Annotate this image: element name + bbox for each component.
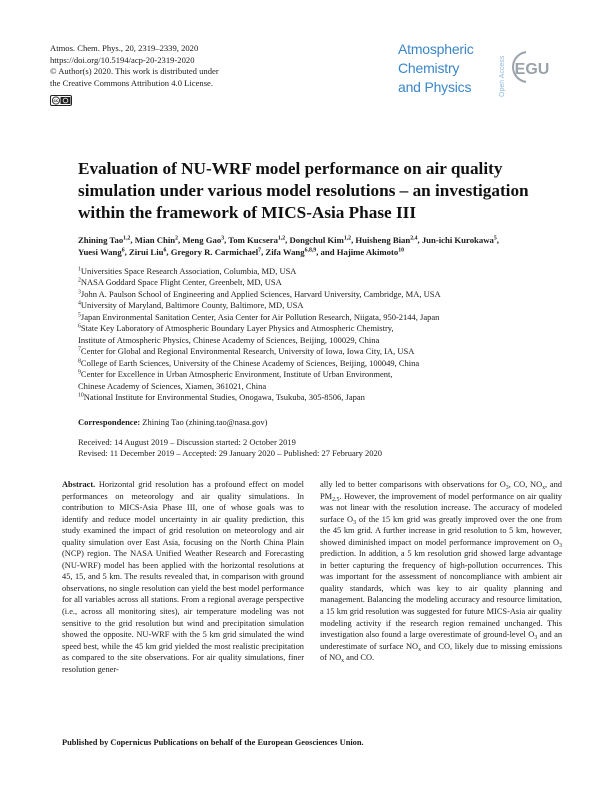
abstract-column-1 bbox=[62, 479, 304, 675]
correspondence bbox=[78, 417, 267, 428]
affiliation: Chinese Academy of Sciences, Xiamen, 361021, China bbox=[78, 380, 267, 391]
author-name[interactable]: Mian Chin$^2$ bbox=[134, 235, 178, 245]
creative-commons-icon[interactable] bbox=[50, 95, 72, 106]
egu-logo-text: EGU bbox=[514, 61, 550, 78]
affiliation: $^8$College of Earth Sciences, University of the Chinese Academy of Sciences, Beijing, 100049, China bbox=[78, 357, 420, 368]
affiliation: $^1$Universities Space Research Association, Columbia, MD, USA bbox=[78, 266, 297, 276]
affiliation: $^9$Center for Excellence in Urban Atmospheric Environment, Institute of Urban Environment, bbox=[78, 369, 393, 380]
affiliation: $^7$Center for Global and Regional Environmental Research, University of Iowa, Iowa City, IA, USA bbox=[78, 346, 415, 357]
author-name[interactable]: Jun-ichi Kurokawa$^5$ bbox=[421, 235, 497, 245]
author-name[interactable]: Huisheng Bian$^{2,4}$ bbox=[355, 235, 418, 245]
article-metadata bbox=[50, 43, 219, 89]
correspondence-label: Correspondence: bbox=[78, 417, 141, 427]
license-line: the Creative Commons Attribution 4.0 License. bbox=[50, 77, 214, 88]
affiliation: $^5$Japan Environmental Sanitation Center, Asia Center for Air Pollution Research, Niigata, 950-2144, Japan bbox=[78, 311, 440, 322]
published-date: Revised: 11 December 2019 – Accepted: 29 January 2020 – Published: 27 February 2020 bbox=[78, 448, 382, 459]
affiliation: $^2$NASA Goddard Space Flight Center, Greenbelt, MD, USA bbox=[78, 277, 282, 288]
article-title: Evaluation of NU-WRF model performance on air quality simulation under various model resolutions – an investigation within the framework of MICS-Asia Phase III bbox=[78, 159, 529, 222]
journal-brand bbox=[398, 40, 558, 98]
journal-reference: Atmos. Chem. Phys., 20, 2319–2339, 2020 bbox=[50, 43, 199, 53]
publisher-footer: Published by Copernicus Publications on behalf of the European Geosciences Union. bbox=[62, 738, 364, 747]
copyright-line: © Author(s) 2020. This work is distributed under bbox=[50, 66, 219, 77]
affiliation: $^6$State Key Laboratory of Atmospheric Boundary Layer Physics and Atmospheric Chemistry, bbox=[78, 323, 394, 334]
author-list: Zhining Tao$^{1,2}$, Mian Chin$^2$, Meng Gao$^3$, Tom Kucsera$^{1,2}$, Dongchul Kim$^{1,2}$, Huisheng Bian$^{2,4}$, Jun-ichi Kurokawa$^5$, Yuesi Wang$^6$, Zirui Liu$^6$, Gregory R. Carmichael$^7$, Zifa Wang$^{6,8,9}$, and Hajime Akimoto$^{10}$ bbox=[78, 235, 499, 257]
author-name[interactable]: Gregory R. Carmichael$^7$ bbox=[170, 247, 262, 257]
affiliation: $^4$University of Maryland, Baltimore County, Baltimore, MD, USA bbox=[78, 300, 304, 311]
affiliation: $^3$John A. Paulson School of Engineering and Applied Sciences, Harvard University, Cambridge, MA, USA bbox=[78, 288, 441, 299]
received-date: Received: 14 August 2019 – Discussion started: 2 October 2019 bbox=[78, 437, 296, 447]
author-name[interactable]: Tom Kucsera$^{1,2}$ bbox=[228, 235, 286, 245]
author-name[interactable]: Meng Gao$^3$ bbox=[182, 235, 225, 245]
abstract-text: Horizontal grid resolution has a profound effect on model performances on meteorology and air quality simulations. In contribution to MICS-Asia Phase III, one of whose goals was to identify and reduce model uncertainty in air quality prediction, this study examined the impact of grid resolution on meteorology and air quality simulation over East Asia, focusing on the North China Plain (NCP) region. The NASA Unified Weather Research and Forecasting (NU-WRF) model has been applied with the horizontal resolutions at 45, 15, and 5 km. The results revealed that, in comparison with ground observations, no single resolution can yield the best model performance for all variables across all stations. From a regional average perspective (i.e., across all monitoring sites), air temperature modeling was not sensitive to the grid resolution but wind and precipitation simulation showed the opposite. NU-WRF with the 5 km grid simulated the wind speed best, while the 45 km grid yielded the most realistic precipitation as compared to the site observations. For air quality simulations, finer resolution gener- bbox=[62, 480, 304, 674]
brand-line-1: Atmospheric bbox=[398, 41, 474, 57]
correspondence-email[interactable]: Zhining Tao (zhining.tao@nasa.gov) bbox=[140, 417, 268, 427]
affiliation: $^{10}$National Institute for Environmental Studies, Onogawa, Tsukuba, 305-8506, Japan bbox=[78, 391, 365, 402]
open-access-text: Open Access bbox=[499, 55, 506, 97]
cc-badge-text: cc bbox=[53, 98, 59, 104]
abstract-column-2: ally led to better comparisons with observations for $O_3$, CO, $NO_x$, and $PM_{2.5}$. However, the improvement of model performance on air quality was not linear with the resolution increase. The accuracy of modeled surface $O_3$ of the 15 km grid was greatly improved over the one from the 45 km grid. A further increase in grid resolution to 5 km, however, showed diminished impact on model performance improvement on $O_3$ prediction. In addition, a 5 km resolution grid showed large advantage in better capturing the frequency of high-pollution occurrences. This was important for the assessment of noncompliance with ambient air quality standards, which was key to air quality planning and management. Balancing the modeling accuracy and resource limitation, a 15 km grid resolution was suggested for future MICS-Asia air quality modeling activity if the research region remained unchanged. This investigation also found a large overestimate of ground-level $O_3$ and an underestimate of surface $NO_x$ and CO, likely due to missing emissions of $NO_x$ and CO. bbox=[320, 480, 563, 665]
open-access-label bbox=[497, 41, 507, 97]
brand-line-3: and Physics bbox=[398, 79, 472, 95]
author-name[interactable]: Zirui Liu$^6$ bbox=[128, 247, 167, 257]
abstract-label: Abstract. bbox=[62, 480, 96, 489]
author-name[interactable]: Yuesi Wang$^6$ bbox=[78, 247, 125, 257]
author-name[interactable]: Hajime Akimoto$^{10}$ bbox=[336, 247, 405, 257]
affiliation-list bbox=[78, 266, 548, 403]
author-name[interactable]: Dongchul Kim$^{1,2}$ bbox=[289, 235, 352, 245]
publication-dates bbox=[78, 437, 382, 460]
egu-logo-icon bbox=[510, 49, 554, 85]
author-name[interactable]: Zhining Tao$^{1,2}$ bbox=[78, 235, 131, 245]
brand-line-2: Chemistry bbox=[398, 60, 460, 76]
affiliation: Institute of Atmospheric Physics, Chinese Academy of Sciences, Beijing, 100029, China bbox=[78, 334, 380, 345]
doi-link[interactable]: https://doi.org/10.5194/acp-20-2319-2020 bbox=[50, 54, 195, 65]
author-name[interactable]: Zifa Wang$^{6,8,9}$ bbox=[265, 247, 317, 257]
